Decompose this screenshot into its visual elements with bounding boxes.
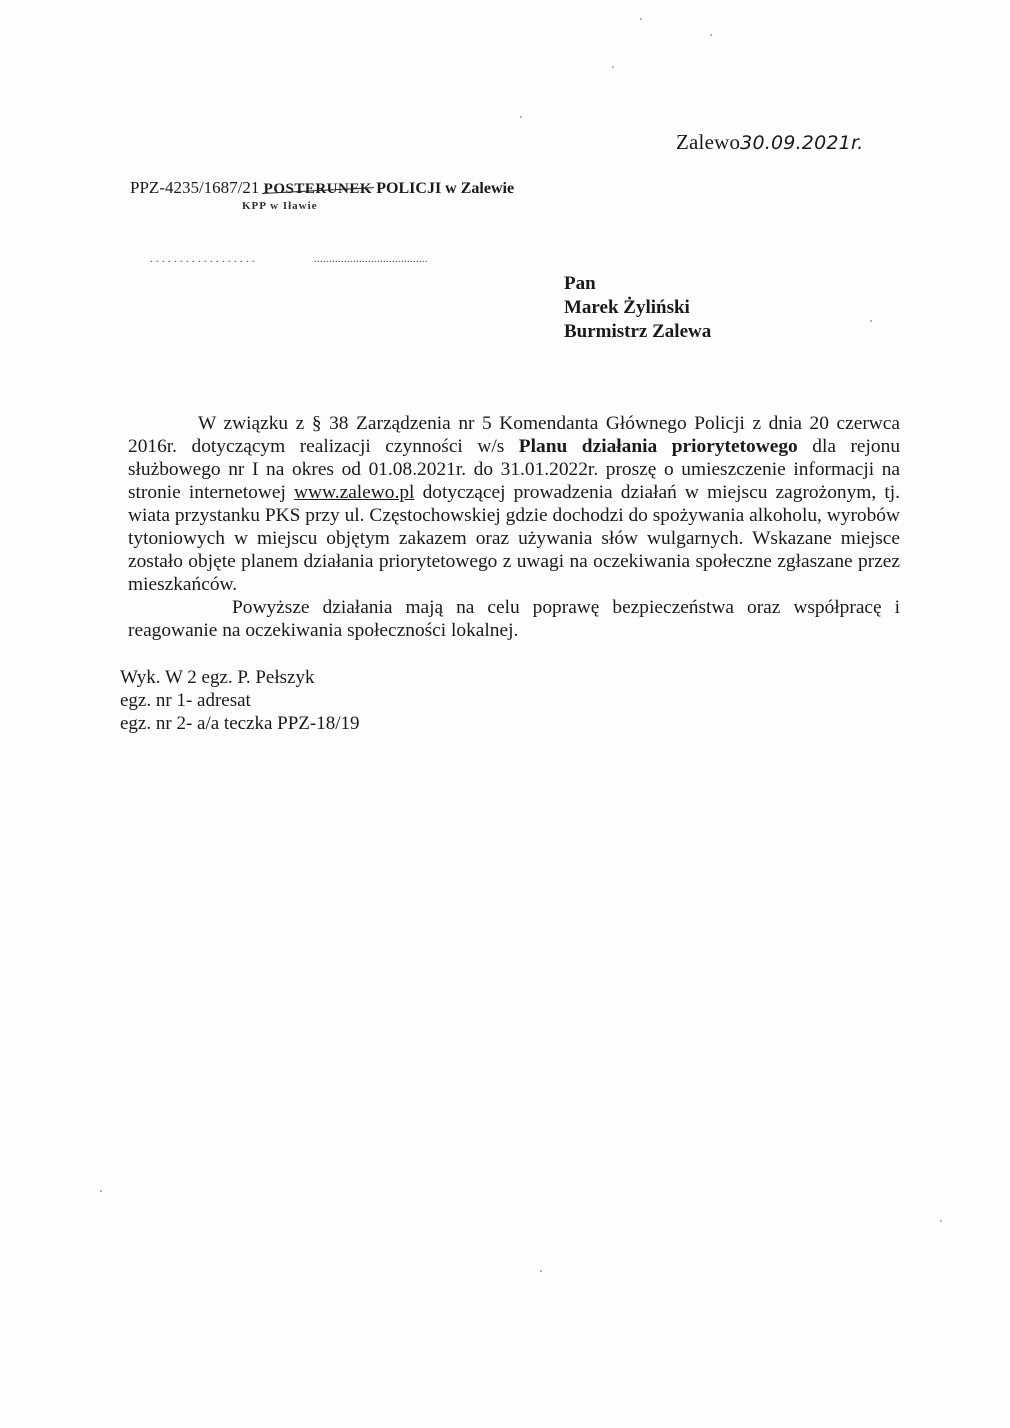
dotted-line: . . . . . . . . . . . . . . . . . . (150, 254, 255, 265)
handwritten-date: 30.09.2021r. (740, 132, 864, 154)
body-text-segment: W związku z § 38 Zarządzenia nr 5 Komendanta Głównego Policji z dnia 20 czerwca 2016r. dotyczącym realizacji czynności w/s (128, 413, 900, 457)
letter-body (128, 412, 900, 642)
office-stamp (130, 178, 515, 268)
place: Zalewo (676, 130, 741, 154)
footer-line-3: egz. nr 2- a/a teczka PPZ-18/19 (120, 713, 360, 734)
scan-speck (710, 34, 712, 36)
body-bold-title: Planu działania priorytetowego (518, 436, 798, 457)
scan-speck (612, 66, 614, 68)
subunit: KPP w Iławie (242, 200, 318, 212)
stamp-line-1 (130, 178, 514, 198)
addressee-salutation: Pan (564, 273, 596, 294)
addressee-position: Burmistrz Zalewa (564, 321, 712, 342)
body-paragraph-2: Powyższe działania mają na celu poprawę bezpieczeństwa oraz współpracę i reagowanie na oczekiwania społeczności lokalnej. (128, 597, 900, 641)
struck-unit: POSTERUNEK (263, 181, 373, 197)
body-text-segment: dla rejonu służbowego nr I na okres od 01.08.2021r. do 31.01.2022r. proszę o umieszczenie informacji na stronie internetowej (128, 436, 901, 503)
footer-line-1: Wyk. W 2 egz. P. Pełszyk (120, 667, 315, 688)
website-link[interactable]: www.zalewo.pl (293, 482, 415, 503)
reference-number: PPZ-4235/1687/21 (130, 178, 260, 197)
unit-name: POLICJI w Zalewie (376, 180, 515, 197)
scan-speck (940, 1220, 942, 1222)
addressee-name: Marek Żyliński (564, 297, 690, 318)
scan-speck (540, 1270, 542, 1272)
scan-speck (100, 1190, 102, 1192)
body-paragraph-1 (128, 412, 900, 596)
distribution-footer (120, 666, 360, 735)
place-date (676, 130, 863, 155)
scan-speck (870, 320, 872, 322)
addressee-block (564, 272, 711, 344)
footer-line-2: egz. nr 1- adresat (120, 690, 251, 711)
scan-speck (520, 116, 522, 118)
dotted-line: ...................................... (314, 254, 428, 265)
scan-speck (640, 18, 642, 20)
body-text-segment: dotyczącej prowadzenia działań w miejscu zagrożonym, tj. wiata przystanku PKS przy ul. Częstochowskiej gdzie dochodzi do spożywania alkoholu, wyrobów tytoniowych w miejscu objętym zakazem oraz używania słów wulgarnych. Wskazane miejsce zostało objęte planem działania priorytetowego z uwagi na oczekiwania społeczne zgłaszane przez mieszkańców. (128, 482, 900, 595)
